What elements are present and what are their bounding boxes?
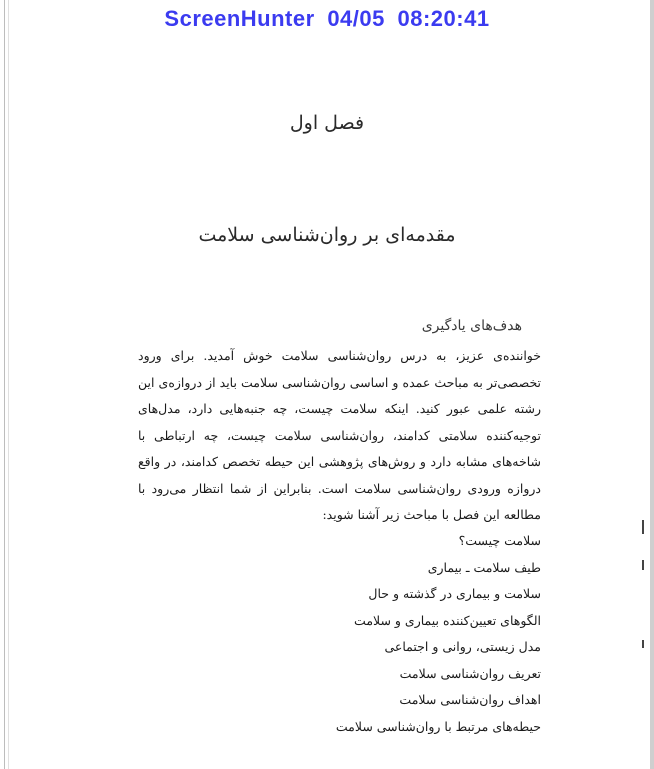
topics-list: [138, 528, 541, 740]
list-item: حیطه‌های مرتبط با روان‌شناسی سلامت: [335, 718, 541, 734]
list-item: سلامت و بیماری در گذشته و حال: [368, 586, 541, 601]
list-item: مدل زیستی، روانی و اجتماعی: [384, 639, 541, 654]
intro-paragraph-block: [138, 343, 541, 529]
screenhunter-watermark: [0, 6, 654, 32]
scan-mark: [642, 640, 644, 648]
list-item: اهداف روان‌شناسی سلامت: [399, 692, 541, 707]
chapter-title: مقدمه‌ای بر روان‌شناسی سلامت: [198, 224, 456, 246]
list-item: تعریف روان‌شناسی سلامت: [399, 665, 541, 681]
scan-mark: [642, 520, 644, 534]
watermark-date: 04/05: [327, 6, 385, 31]
list-item: طیف سلامت ـ بیماری: [427, 559, 541, 575]
scan-mark: [642, 560, 644, 570]
list-item: الگوهای تعیین‌کننده بیماری و سلامت: [354, 612, 541, 628]
chapter-label: فصل اول: [289, 112, 365, 134]
watermark-app: ScreenHunter: [164, 6, 315, 31]
learning-objectives-heading: هدف‌های یادگیری: [421, 318, 522, 334]
list-item: سلامت چیست؟: [458, 533, 541, 548]
watermark-time: 08:20:41: [397, 6, 490, 31]
intro-paragraph: خواننده‌ی عزیز، به درس روان‌شناسی سلامت خوش آمدید. برای ورود تخصصی‌تر به مباحث عمده و اساسی روان‌شناسی سلامت باید از دروازه‌ی این رشته علمی عبور کنید. اینکه سلامت چیست، چه جنبه‌هایی دارد، مدل‌های توجیه‌کننده سلامتی کدامند، روان‌شناسی سلامت چیست، چه ارتباطی با شاخه‌های مشابه دارد و روش‌های پژوهشی این حیطه تخصص کدامند، در واقع دروازه ورودی روان‌شناسی سلامت است. بنابراین از شما انتظار می‌رود با مطالعه این فصل با مباحث زیر آشنا شوید:: [138, 348, 541, 522]
